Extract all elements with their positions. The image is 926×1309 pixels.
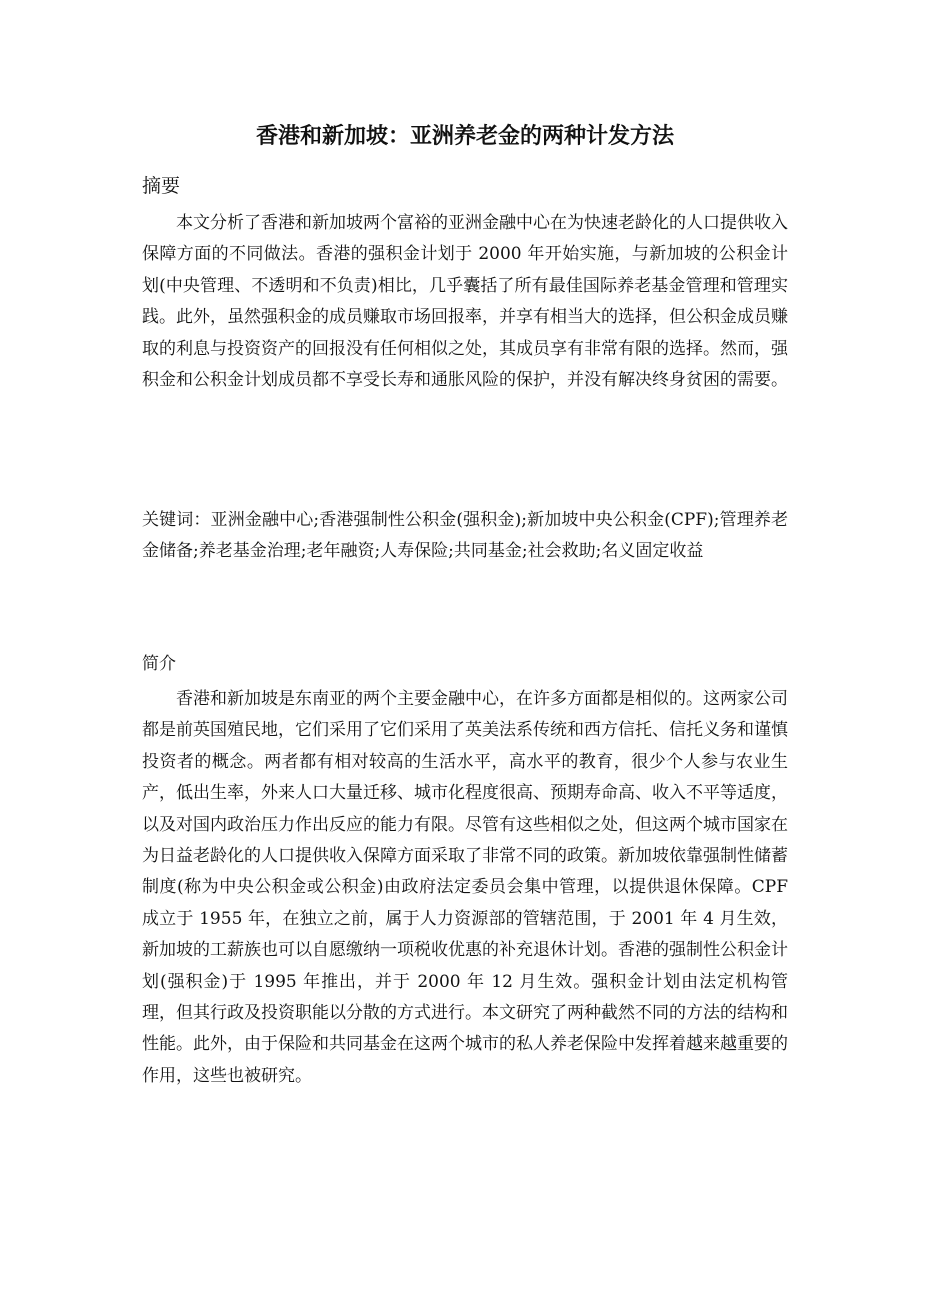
abstract-heading: 摘要 xyxy=(142,175,181,197)
introduction-paragraph: 香港和新加坡是东南亚的两个主要金融中心，在许多方面都是相似的。这两家公司都是前英国殖民地，它们采用了它们采用了英美法系传统和西方信托、信托义务和谨慎投资者的概念。两者都有相对较高的生活水平，高水平的教育，很少个人参与农业生产，低出生率，外来人口大量迁移、城市化程度很高、预期寿命高、收入不平等适度，以及对国内政治压力作出反应的能力有限。尽管有这些相似之处，但这两个城市国家在为日益老龄化的人口提供收入保障方面采取了非常不同的政策。新加坡依靠强制性储蓄制度(称为中央公积金或公积金)由政府法定委员会集中管理，以提供退休保障。CPF 成立于 1955 年，在独立之前，属于人力资源部的管辖范围，于 2001 年 4 月生效，新加坡的工薪族也可以自愿缴纳一项税收优惠的补充退休计划。香港的强制性公积金计划(强积金)于 1995 年推出，并于 2000 年 12 月生效。强积金计划由法定机构管理，但其行政及投资职能以分散的方式进行。本文研究了两种截然不同的方法的结构和性能。此外，由于保险和共同基金在这两个城市的私人养老保险中发挥着越来越重要的作用，这些也被研究。 xyxy=(142,689,788,1086)
introduction-heading: 简介 xyxy=(142,654,176,674)
document-title: 香港和新加坡：亚洲养老金的两种计发方法 xyxy=(255,124,674,149)
keywords-paragraph: 关键词：亚洲金融中心;香港强制性公积金(强积金);新加坡中央公积金(CPF);管理养老金储备;养老基金治理;老年融资;人寿保险;共同基金;社会救助;名义固定收益 xyxy=(142,510,788,562)
abstract-paragraph: 本文分析了香港和新加坡两个富裕的亚洲金融中心在为快速老龄化的人口提供收入保障方面的不同做法。香港的强积金计划于 2000 年开始实施，与新加坡的公积金计划(中央管理、不透明和不负责)相比，几乎囊括了所有最佳国际养老基金管理和管理实践。此外，虽然强积金的成员赚取市场回报率，并享有相当大的选择，但公积金成员赚取的利息与投资资产的回报没有任何相似之处，其成员享有非常有限的选择。然而，强积金和公积金计划成员都不享受长寿和通胀风险的保护，并没有解决终身贫困的需要。 xyxy=(142,213,788,391)
